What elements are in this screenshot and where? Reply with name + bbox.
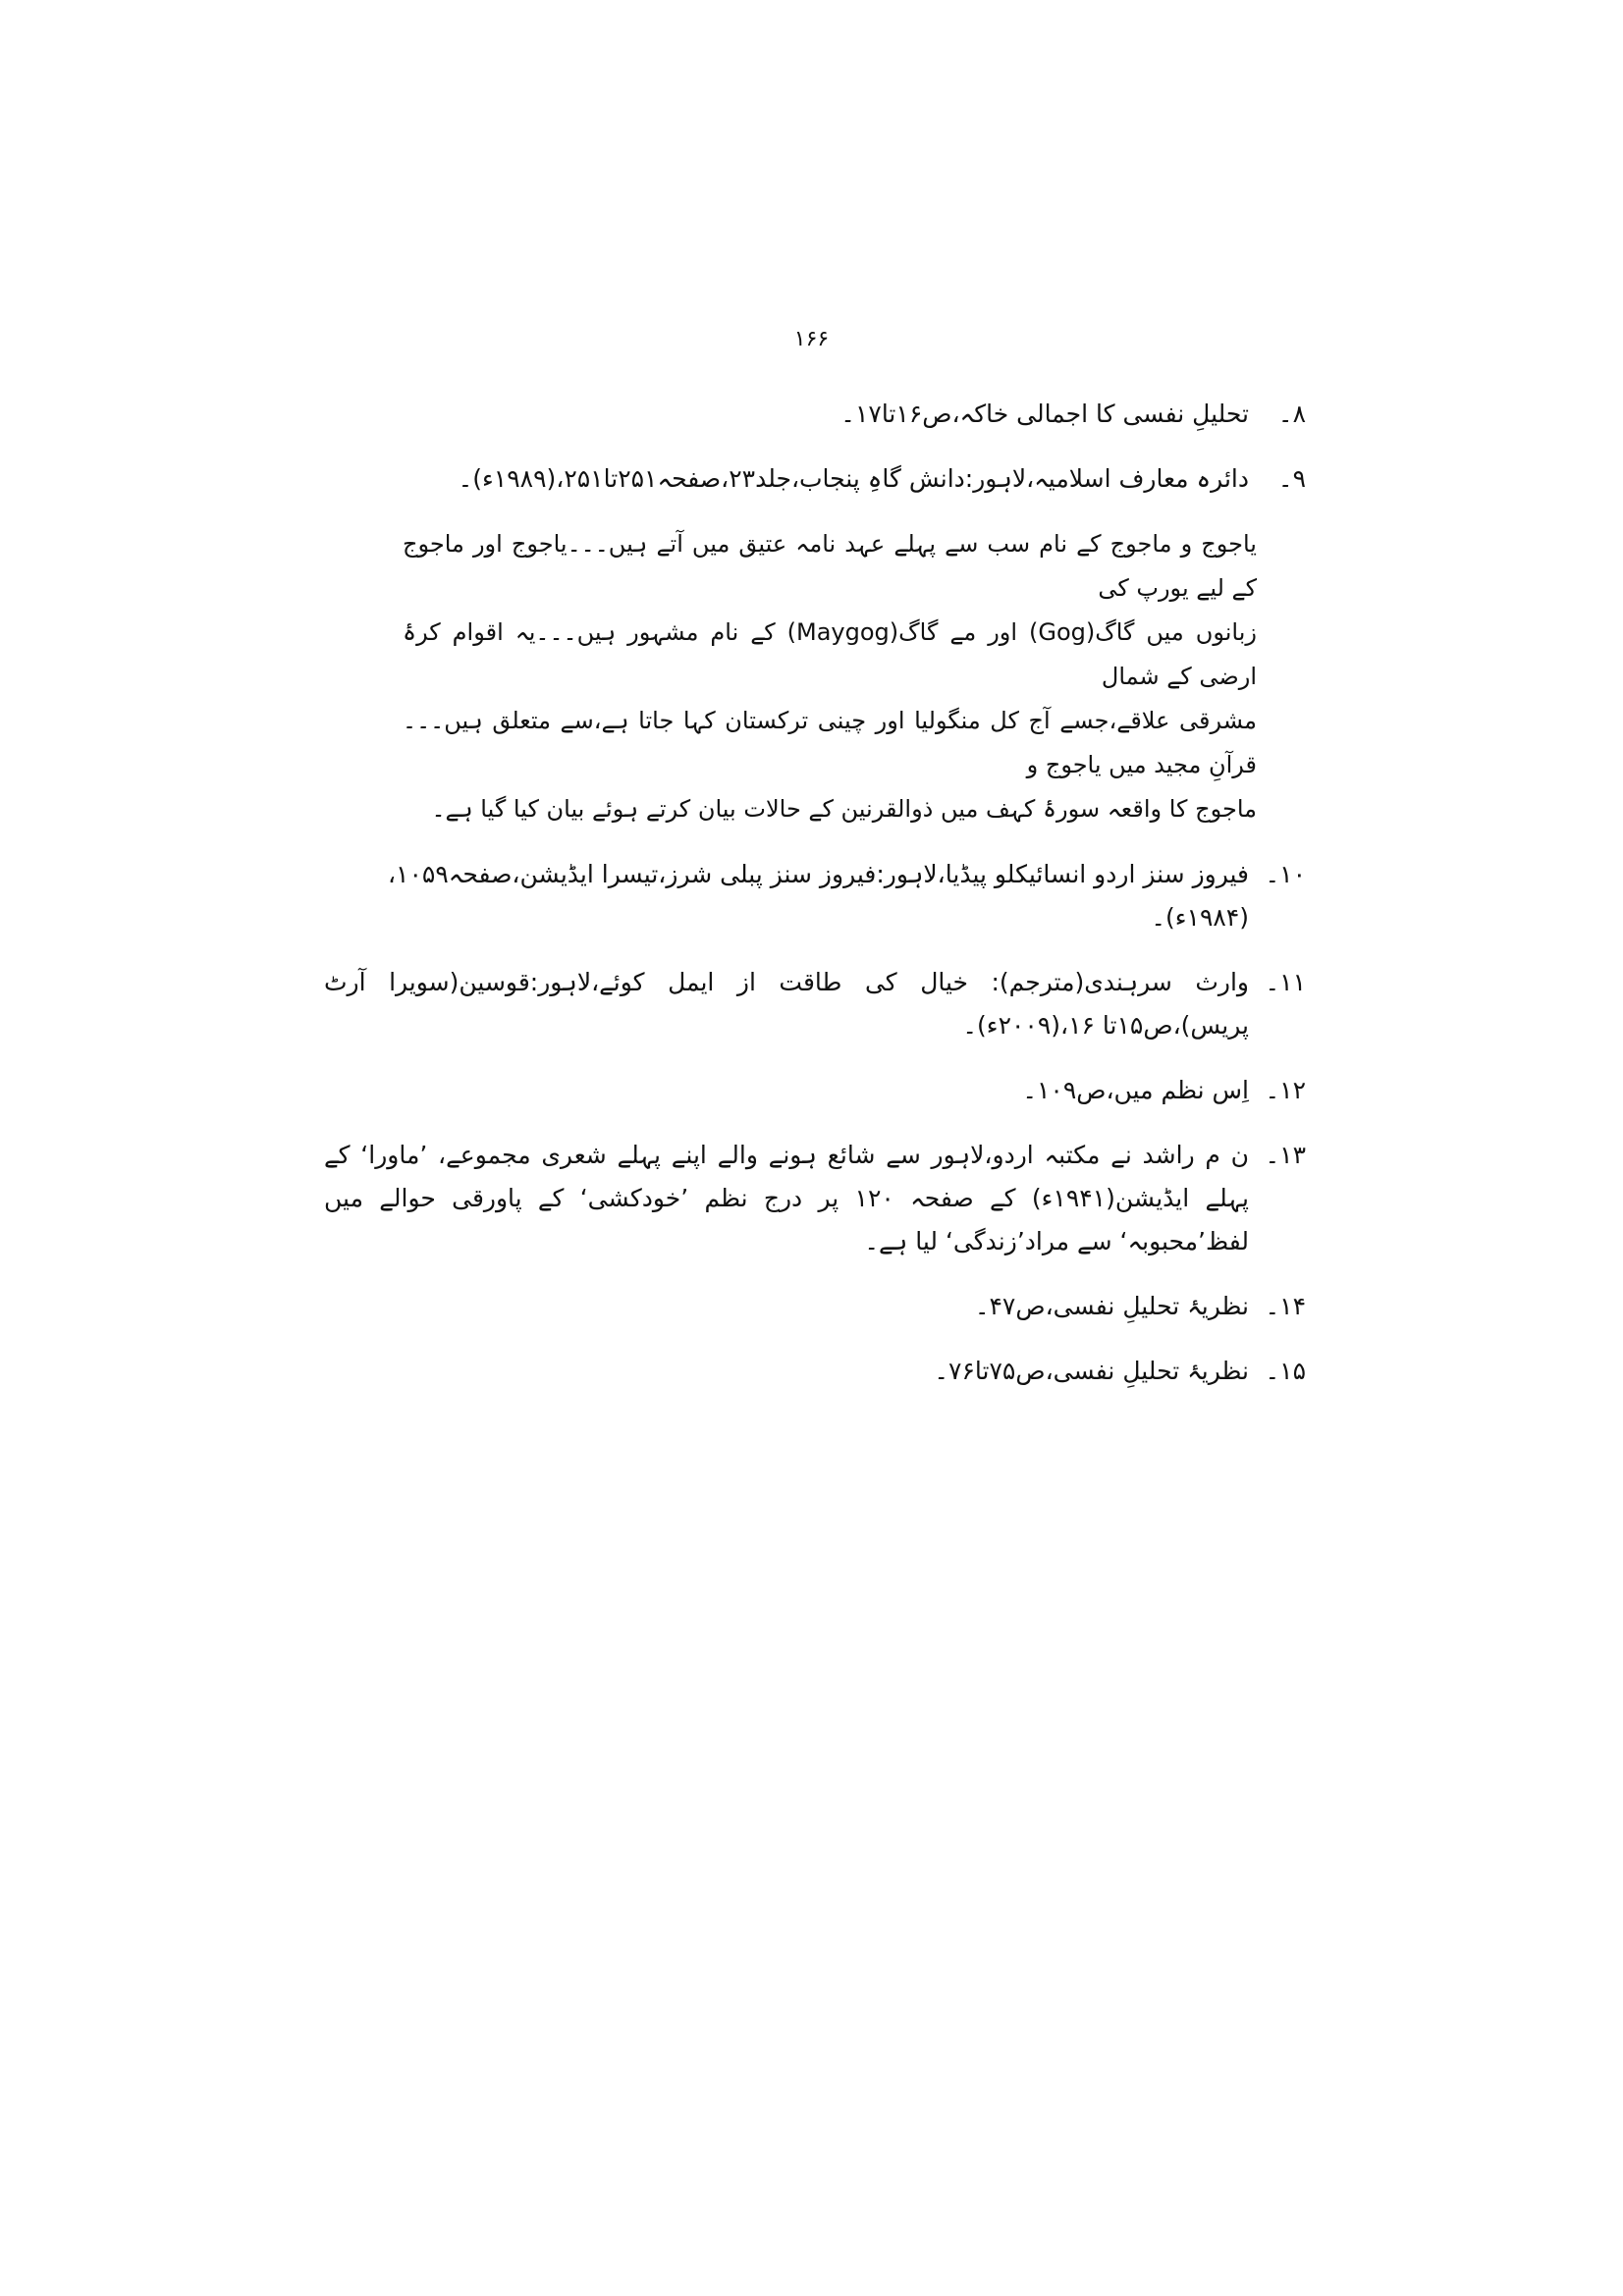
footnote-15 (324, 1350, 1306, 1393)
footnote-text: ن م راشد نے مکتبہ اردو،لاہور سے شائع ہونے والے اپنے پہلے شعری مجموعے، ’ماورا‘ کے پہلے ایڈیشن(۱۹۴۱ء) کے صفحہ ۱۲۰ پر درج نظم ’خودکشی‘ کے پاورقی حوالے میں لفظ’محبوبہ‘ سے مراد’زندگی‘ لیا ہے۔ (324, 1141, 1249, 1255)
footnote-number: ۱۳۔ (1265, 1141, 1306, 1169)
quote-line: زبانوں میں گاگ(Gog) اور مے گاگ(Maygog) کے نام مشہور ہیں۔۔۔یہ اقوام کرۂ ارضی کے شمال (403, 618, 1258, 690)
footnote-number: ۱۲۔ (1265, 1076, 1306, 1104)
footnote-text: نظریۂ تحلیلِ نفسی،ص۷۵تا۷۶۔ (934, 1357, 1249, 1385)
page-number: ۱۶۶ (793, 327, 830, 351)
footnote-11 (324, 961, 1306, 1047)
footnote-9 (324, 457, 1306, 501)
quote-line: ماجوج کا واقعہ سورۂ کہف میں ذوالقرنین کے حالات بیان کرتے ہوئے بیان کیا گیا ہے۔ (431, 795, 1257, 823)
quote-line: یاجوج و ماجوج کے نام سب سے پہلے عہد نامہ عتیق میں آتے ہیں۔۔۔یاجوج اور ماجوج کے لیے یورپ کی (403, 530, 1257, 602)
footnote-14 (324, 1285, 1306, 1328)
footnote-number: ۱۵۔ (1265, 1357, 1306, 1385)
footnote-number: ۹۔ (1277, 464, 1306, 493)
footnote-text: تحلیلِ نفسی کا اجمالی خاکہ،ص۱۶تا۱۷۔ (840, 400, 1249, 428)
footnote-text: فیروز سنز اردو انسائیکلو پیڈیا،لاہور:فیروز سنز پبلی شرز،تیسرا ایڈیشن،صفحہ۱۰۵۹،(۱۹۸۴ء)۔ (387, 860, 1249, 932)
footnote-number: ۱۱۔ (1265, 968, 1306, 996)
footnote-text: اِس نظم میں،ص۱۰۹۔ (1022, 1076, 1249, 1104)
footnote-text: وارث سرہندی(مترجم): خیال کی طاقت از ایمل کوئے،لاہور:قوسین(سویرا آرٹ پریس)،ص۱۵تا ۱۶،(۲۰۰۹ء)۔ (324, 968, 1249, 1040)
footnote-text: نظریۂ تحلیلِ نفسی،ص۴۷۔ (974, 1292, 1249, 1320)
footnote-number: ۱۴۔ (1265, 1292, 1306, 1320)
footnote-number: ۱۰۔ (1265, 860, 1306, 888)
footnote-8 (324, 393, 1306, 436)
footnote-13 (324, 1134, 1306, 1263)
quote-line: مشرقی علاقے،جسے آج کل منگولیا اور چینی ترکستان کہا جاتا ہے،سے متعلق ہیں۔۔۔قرآنِ مجید میں یاجوج و (403, 707, 1257, 778)
footnote-10 (324, 853, 1306, 939)
footnote-text: دائرہ معارف اسلامیہ،لاہور:دانش گاہِ پنجاب،جلد۲۳،صفحہ۲۵۱تا۲۵۱،(۱۹۸۹ء)۔ (458, 464, 1249, 493)
footnotes (324, 393, 1306, 1415)
footnote-12 (324, 1069, 1306, 1112)
block-quote (324, 522, 1306, 831)
footnote-number: ۸۔ (1277, 400, 1306, 428)
